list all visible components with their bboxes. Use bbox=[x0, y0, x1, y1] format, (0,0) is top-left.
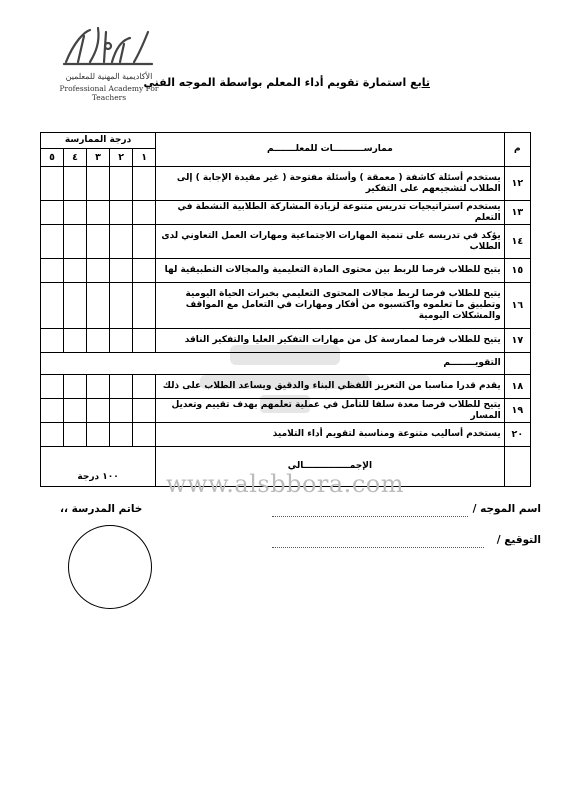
logo-english-name: Professional Academy For Teachers bbox=[59, 84, 159, 102]
rating-box[interactable] bbox=[87, 167, 110, 201]
section-title: التقويــــــــم bbox=[41, 353, 505, 375]
table-row bbox=[41, 423, 531, 447]
rating-box[interactable] bbox=[41, 283, 64, 329]
evaluation-table bbox=[40, 132, 531, 487]
rating-box[interactable] bbox=[41, 329, 64, 353]
rating-box[interactable] bbox=[41, 375, 64, 399]
row-text: يستخدم أسئلة كاشفة ( معمقة ) وأسئلة مفتوحة ( غير مقيدة الإجابة ) إلى الطلاب لتشجيعهم على التفكير bbox=[156, 167, 505, 201]
watermark-url: www.alsbbora.com bbox=[166, 470, 404, 498]
supervisor-label: اسم الموجه / bbox=[472, 503, 541, 515]
rating-box[interactable] bbox=[87, 225, 110, 259]
rating-box[interactable] bbox=[133, 283, 156, 329]
rating-box[interactable] bbox=[133, 201, 156, 225]
rating-box[interactable] bbox=[87, 259, 110, 283]
rating-box[interactable] bbox=[64, 167, 87, 201]
scale-1: ١ bbox=[133, 149, 156, 167]
total-label: الإجمـــــــــــــــالي bbox=[156, 447, 505, 487]
rating-box[interactable] bbox=[87, 399, 110, 423]
title-main: استمارة تقويم أداء المعلم بواسطة الموجه الفنى bbox=[143, 76, 407, 89]
rating-box[interactable] bbox=[110, 399, 133, 423]
rating-box[interactable] bbox=[64, 399, 87, 423]
row-number: ١٥ bbox=[504, 259, 530, 283]
row-number: ١٤ bbox=[504, 225, 530, 259]
rating-box[interactable] bbox=[110, 259, 133, 283]
rating-box[interactable] bbox=[64, 375, 87, 399]
rating-box[interactable] bbox=[41, 399, 64, 423]
scale-2: ٢ bbox=[110, 149, 133, 167]
rating-box[interactable] bbox=[133, 329, 156, 353]
table-row bbox=[41, 399, 531, 423]
title-prefix: تابع bbox=[410, 76, 430, 89]
row-text: يستخدم أساليب متنوعة ومناسبة لتقويم أداء التلاميذ bbox=[156, 423, 505, 447]
rating-box[interactable] bbox=[41, 167, 64, 201]
row-text: يتيح للطلاب فرصا لربط مجالات المحتوى التعليمي بخبرات الحياة اليومية وتطبيق ما تعلموه واكتسبوه من أفكار ومهارات في التعامل مع المواقف والمشكلات اليومية bbox=[156, 283, 505, 329]
rating-box[interactable] bbox=[110, 201, 133, 225]
scale-5: ٥ bbox=[41, 149, 64, 167]
rating-box[interactable] bbox=[41, 259, 64, 283]
table-row bbox=[41, 283, 531, 329]
academy-emblem-icon bbox=[60, 22, 156, 70]
row-text: يتيح للطلاب فرصا للربط بين محتوى المادة التعليمية والمجالات التطبيقية لها bbox=[156, 259, 505, 283]
rating-box[interactable] bbox=[64, 423, 87, 447]
row-number: ١٦ bbox=[504, 283, 530, 329]
rating-box[interactable] bbox=[87, 283, 110, 329]
stamp-label: خاتم المدرسة ،، bbox=[60, 503, 143, 515]
rating-box[interactable] bbox=[64, 329, 87, 353]
table-row bbox=[41, 329, 531, 353]
rating-box[interactable] bbox=[41, 201, 64, 225]
rating-box[interactable] bbox=[110, 225, 133, 259]
rating-box[interactable] bbox=[64, 225, 87, 259]
rating-box[interactable] bbox=[110, 329, 133, 353]
rating-box[interactable] bbox=[133, 399, 156, 423]
rating-box[interactable] bbox=[133, 167, 156, 201]
rating-box[interactable] bbox=[41, 423, 64, 447]
row-number: ١٩ bbox=[504, 399, 530, 423]
rating-box[interactable] bbox=[64, 283, 87, 329]
table-row bbox=[41, 375, 531, 399]
rating-box[interactable] bbox=[64, 201, 87, 225]
row-text: يتيح للطلاب فرصا لممارسة كل من مهارات التفكير العليا والتفكير الناقد bbox=[156, 329, 505, 353]
table-row bbox=[41, 201, 531, 225]
rating-box[interactable] bbox=[133, 375, 156, 399]
rating-box[interactable] bbox=[110, 375, 133, 399]
row-number: ١٨ bbox=[504, 375, 530, 399]
school-stamp-circle bbox=[68, 525, 152, 609]
rating-box[interactable] bbox=[64, 259, 87, 283]
header-degree: درجة الممارسة bbox=[41, 133, 156, 149]
header-practices: ممارســــــــــات للمعلـــــــم bbox=[156, 133, 505, 167]
page-title bbox=[143, 76, 430, 89]
logo-arabic-name: الأكاديمية المهنية للمعلمين bbox=[65, 72, 153, 81]
signature-input[interactable] bbox=[272, 546, 484, 548]
table-row bbox=[41, 259, 531, 283]
rating-box[interactable] bbox=[133, 423, 156, 447]
scale-3: ٣ bbox=[87, 149, 110, 167]
row-text: يؤكد في تدريسه على تنمية المهارات الاجتماعية ومهارات العمل التعاوني لدى الطلاب bbox=[156, 225, 505, 259]
total-value: ١٠٠ درجة bbox=[41, 447, 156, 487]
row-number: ٢٠ bbox=[504, 423, 530, 447]
row-number: ١٢ bbox=[504, 167, 530, 201]
row-number: ١٧ bbox=[504, 329, 530, 353]
rating-box[interactable] bbox=[41, 225, 64, 259]
scale-4: ٤ bbox=[64, 149, 87, 167]
table-row bbox=[41, 167, 531, 201]
supervisor-input[interactable] bbox=[272, 515, 468, 517]
rating-box[interactable] bbox=[87, 375, 110, 399]
rating-box[interactable] bbox=[87, 201, 110, 225]
academy-logo bbox=[38, 22, 178, 104]
header-number: م bbox=[504, 133, 530, 167]
row-number: ١٣ bbox=[504, 201, 530, 225]
rating-box[interactable] bbox=[87, 329, 110, 353]
rating-box[interactable] bbox=[133, 225, 156, 259]
rating-box[interactable] bbox=[110, 167, 133, 201]
row-text: يستخدم استراتيجيات تدريس متنوعة لزيادة المشاركة الطلابية النشطة في التعلم bbox=[156, 201, 505, 225]
table-row bbox=[41, 225, 531, 259]
signature-label: التوقيع / bbox=[496, 534, 541, 546]
row-text: يتيح للطلاب فرصا معدة سلفا للتأمل في عملية تعلمهم بهدف تقييم وتعديل المسار bbox=[156, 399, 505, 423]
rating-box[interactable] bbox=[110, 423, 133, 447]
rating-box[interactable] bbox=[110, 283, 133, 329]
rating-box[interactable] bbox=[133, 259, 156, 283]
section-row bbox=[41, 353, 531, 375]
rating-box[interactable] bbox=[87, 423, 110, 447]
row-text: يقدم قدرا مناسبا من التعزيز اللفظي البناء والدقيق ويساعد الطلاب على ذلك bbox=[156, 375, 505, 399]
